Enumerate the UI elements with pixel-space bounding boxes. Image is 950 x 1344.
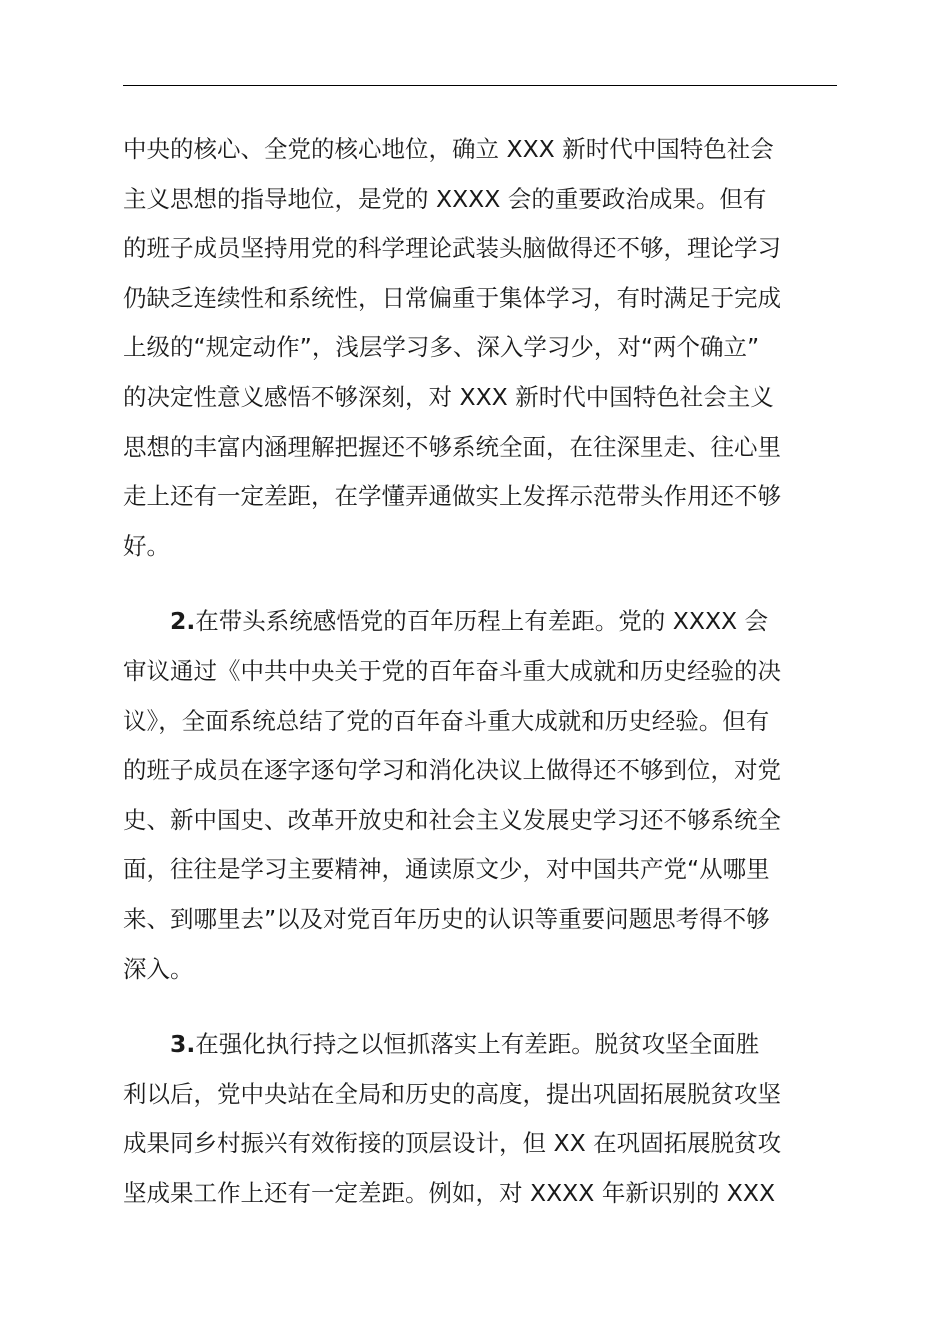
- paragraph-2: [123, 597, 837, 994]
- text-line: 好。: [123, 531, 170, 560]
- item-number: 2.: [170, 607, 196, 636]
- text-line: 利以后，党中央站在全局和历史的高度，提出巩固拓展脱贫攻坚: [123, 1079, 781, 1108]
- text-line: 上级的“规定动作”，浅层学习多、深入学习少，对“两个确立”: [123, 333, 760, 362]
- text-line: 深入。: [123, 954, 194, 983]
- header-rule: [123, 85, 837, 86]
- text-line: [123, 597, 837, 647]
- item-number: 3.: [170, 1030, 196, 1059]
- text-line: 中央的核心、全党的核心地位，确立 XXX 新时代中国特色社会: [123, 135, 774, 163]
- paragraph-1: [123, 125, 837, 571]
- text-line: 面，往往是学习主要精神，通读原文少，对中国共产党“从哪里: [123, 855, 770, 884]
- item-heading-text: 在带头系统感悟党的百年历程上有差距。党的 XXXX 会: [195, 607, 769, 636]
- text-line: 坚成果工作上还有一定差距。例如，对 XXXX 年新识别的 XXX: [123, 1178, 776, 1207]
- text-line: 走上还有一定差距，在学懂弄通做实上发挥示范带头作用还不够: [123, 482, 781, 511]
- paragraph-3: [123, 1020, 837, 1218]
- text-line: 的班子成员在逐字逐句学习和消化决议上做得还不够到位，对党: [123, 756, 781, 785]
- text-line: [123, 1020, 837, 1070]
- text-line: 审议通过《中共中央关于党的百年奋斗重大成就和历史经验的决: [123, 656, 781, 685]
- text-line: 来、到哪里去”以及对党百年历史的认识等重要问题思考得不够: [123, 904, 770, 933]
- text-line: 的班子成员坚持用党的科学理论武装头脑做得还不够，理论学习: [123, 234, 781, 263]
- document-body: [123, 125, 837, 1218]
- text-line: 主义思想的指导地位，是党的 XXXX 会的重要政治成果。但有: [123, 184, 767, 213]
- text-line: 仍缺乏连续性和系统性，日常偏重于集体学习，有时满足于完成: [123, 283, 781, 312]
- text-line: 思想的丰富内涵理解把握还不够系统全面，在往深里走、往心里: [123, 432, 781, 461]
- item-heading-text: 在强化执行持之以恒抓落实上有差距。脱贫攻坚全面胜: [195, 1030, 760, 1059]
- text-line: 成果同乡村振兴有效衔接的顶层设计，但 XX 在巩固拓展脱贫攻: [123, 1129, 782, 1158]
- text-line: 议》，全面系统总结了党的百年奋斗重大成就和历史经验。但有: [123, 706, 770, 735]
- text-line: 史、新中国史、改革开放史和社会主义发展史学习还不够系统全: [123, 805, 781, 834]
- text-line: 的决定性意义感悟不够深刻，对 XXX 新时代中国特色社会主义: [123, 382, 774, 411]
